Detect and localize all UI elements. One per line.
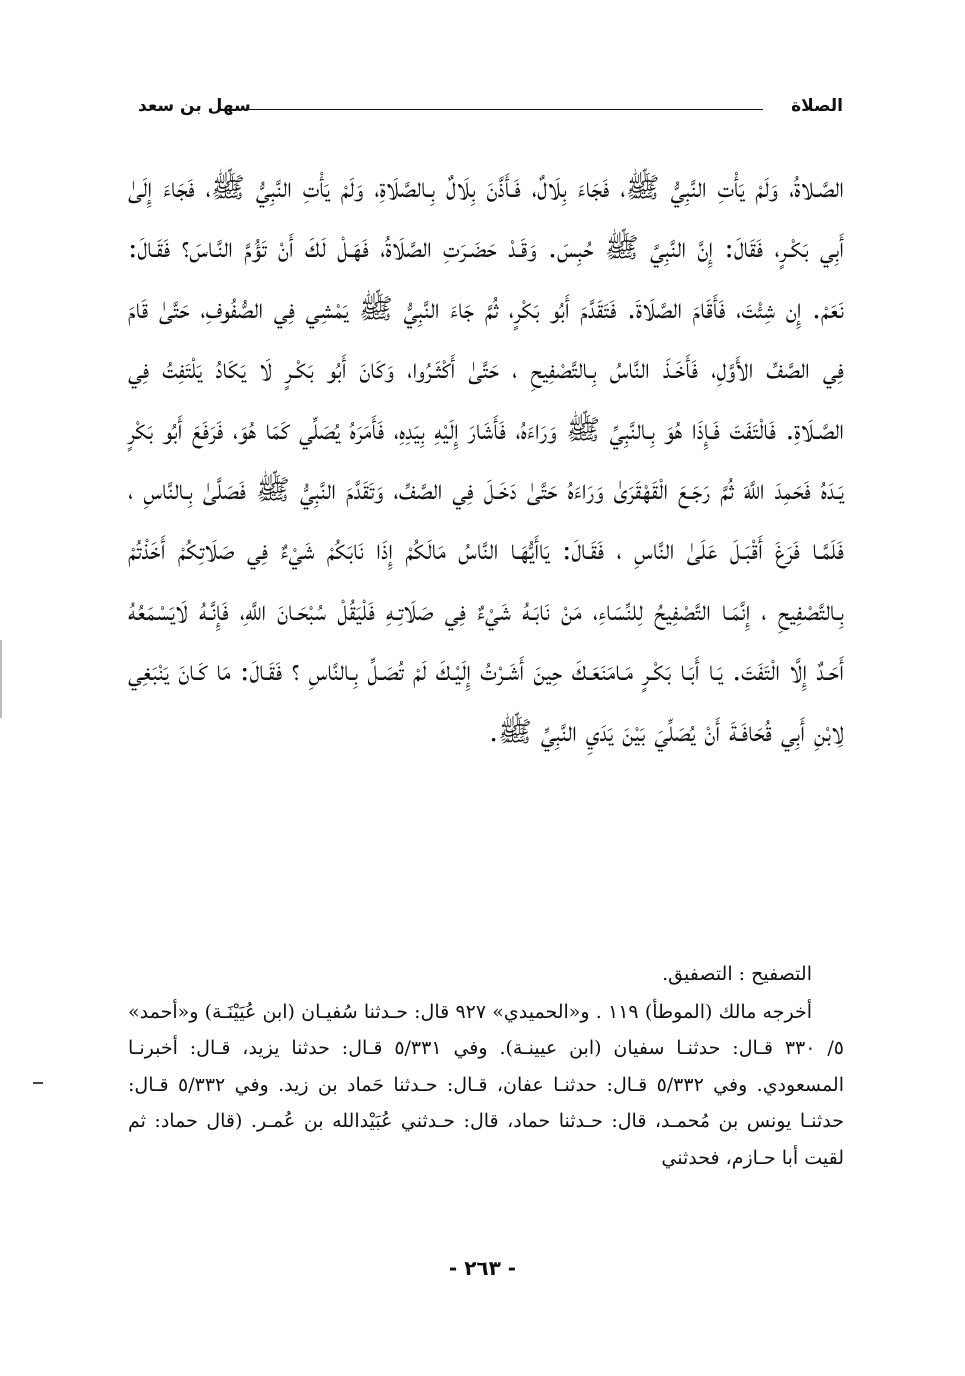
references-text: أخرجه مالك (الموطأ) ١١٩ . و«الحميدي» ٩٢٧ قال: حـدثنا سُفيـان (ابن عُيَيْنَـة) و«أحمد» ٥/ ٣٣٠ قـال: حدثنـا سفيان (ابن عيينـة). وفي ٥/٣٣١ قـال: حدثنا يزيد، قـال: أخبرنـا المسعودي. وفي ٥/٣٣٢ قـال: حدثنـا عفان، قـال: حـدثنا حَماد بن زيد. وفي ٥/٣٣٢ قـال: حدثنـا يونس بن مُحمـد، قال: حـدثنا حماد، قال: حـدثني عُبَيْدالله بن عُمـر. (قال حماد: ثم لقيت أبا حـازم، فحدثني [128, 1001, 845, 1169]
takhrij-references [128, 994, 844, 1176]
header-rule [238, 109, 763, 110]
page-number: - ٢٦٣ - [448, 1256, 517, 1280]
hadith-body [128, 158, 844, 762]
running-header [138, 96, 843, 128]
narrator-title: سهل بن سعد [138, 96, 251, 116]
gloss-text: التصفيح : التصفيق. [662, 963, 812, 985]
chapter-title: الصلاة [791, 96, 843, 116]
margin-scan-mark [33, 1082, 43, 1084]
gloss-note [128, 956, 844, 992]
hadith-text: الصَّـلاةُ، وَلَمْ يَأْتِ النَّبِيُّ ﷺ، فَجَاءَ بِلَالٌ، فَـأَذَّنَ بِلَالٌ بِـالصَّلَاةِ، وَلَمْ يَأْتِ النَّبِيُّ ﷺ، فَجَاءَ إِلَىٰ أَبِي بَكْـرٍ، فَقَالَ: إِنَّ النَّبِيَّ ﷺ حُبِسَ. وَقَـدْ حَضَـرَتِ الصَّلَاةُ، فَهَـلْ لَكَ أَنْ تَؤُمَّ النَّـاسَ؟ فَقَـالَ: نَعَمْ. إِن شِئْتَ، فَأَقَامَ الصَّلَاةَ. فَتَقَدَّمَ أَبُو بَكْرٍ، ثُمَّ جَاءَ النَّبِيُّ ﷺ يَمْشِي فِي الصُّفُوفِ، حَتَّىٰ قَامَ فِي الصَّفِّ الأَوَّلِ، فَأَخَـذَ النَّاسُ بِـالتَّصْفِيحِ ، حَتَّىٰ أَكْثَـرُوا، وَكَانَ أَبُو بَكْـرٍ لَا يَكَادُ يَلْتَفِتُ فِي الصَّـلَاةِ. فَالْتَفَتَ فَـإِذَا هُوَ بِـالنَّبِيِّ ﷺ وَرَاءَهُ، فَأَشَارَ إِلَيْهِ بِيَدِهِ، فَأَمَرَهُ يُصَلِّي كَمَا هُوَ، فَرَفَعَ أَبُو بَكْرٍ يَـدَهُ فَحَمِدَ اللَّهَ ثُمَّ رَجَـعَ الْقَهْقَرَىٰ وَرَاءَهُ حَتَّىٰ دَخَـلَ فِي الصَّفِّ، وَتَقَدَّمَ النَّبِيُّ ﷺ فَصَلَّىٰ بِـالنَّاسِ ، فَلَمَّـا فَرَغَ أَقْبَـلَ عَلَىٰ النَّاسِ ، فَقَـالَ: يَاأَيُّهَـا النَّاسُ مَالَكُمْ إِذَا نَابَكُمْ شَيْءٌ فِي صَلَاتِكُمْ أَخَذْتُمْ بِـالتَّصْفِيحِ ، إِنَّمَـا التَّصْفِيحُ لِلنِّسَاءِ، مَنْ نَابَـهُ شَيْءٌ فِي صَلَاتِـهِ فَلْيَقُلْ سُبْحَـانَ اللَّهِ، فَإِنَّـهُ لَايَسْمَعُهُ أَحَـدٌ إِلَّا الْتَفَتَ. يَـا أَبَـا بَكْـرٍ مَـامَنَعَـكَ حِينَ أَشَـرْتُ إِلَيْـكَ لَمْ تُصَـلِّ بِـالنَّاسِ ؟ فَقَـالَ: مَا كَـانَ يَنْبَغِي لِابْنِ أَبِي قُحَافَـةَ أَنْ يُصَلِّيَ بَيْنَ يَدَيِ النَّبِيِّ ﷺ. [128, 171, 845, 748]
page-edge-line [0, 640, 2, 718]
